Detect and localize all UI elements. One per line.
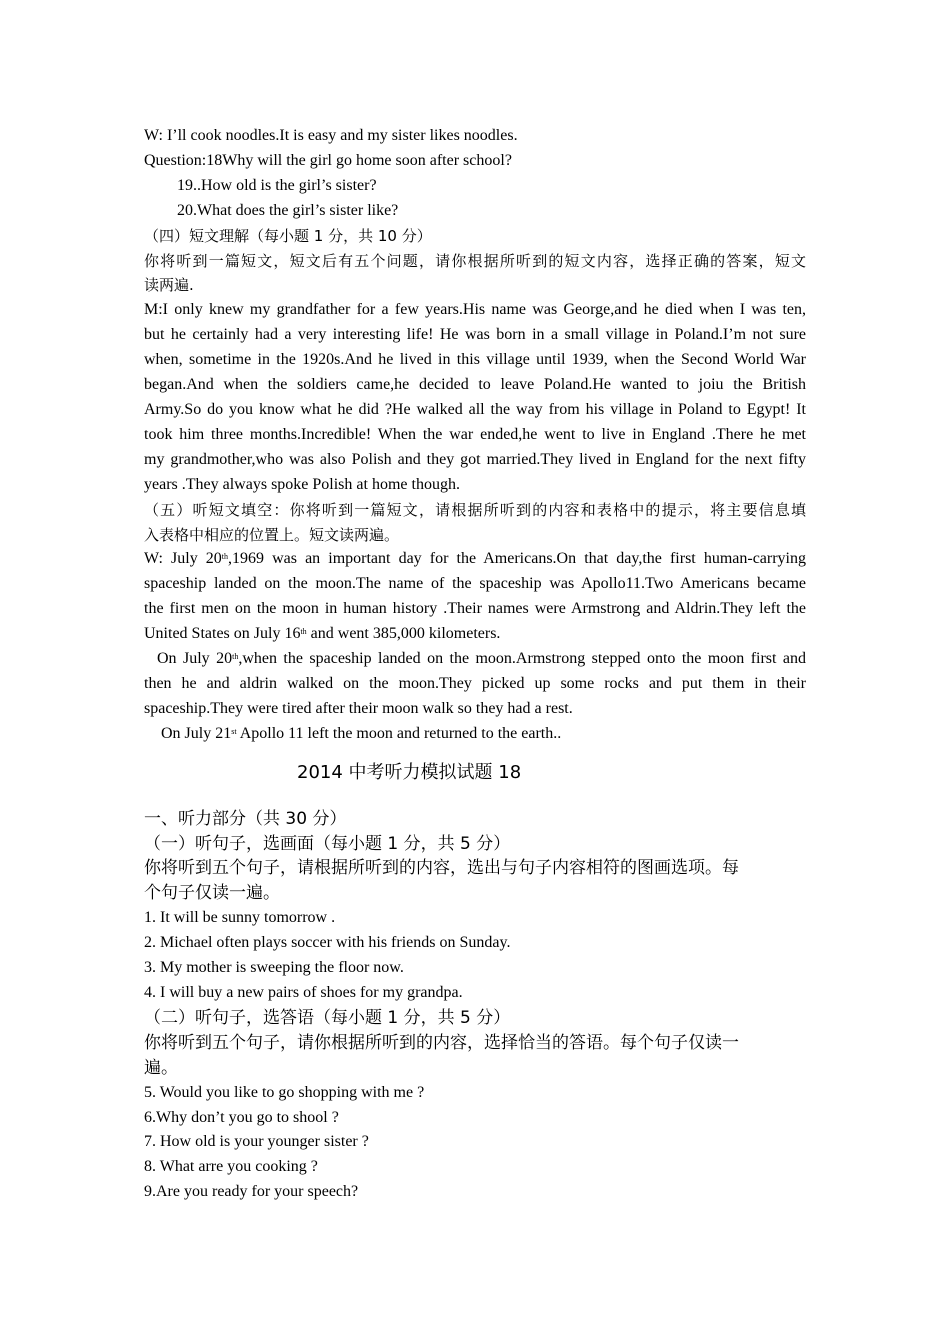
passage-text: ,when the spaceship landed on the moon.Armstrong stepped onto the moon first and bbox=[238, 650, 807, 668]
question-line: 3. My mother is sweeping the floor now. bbox=[144, 959, 404, 977]
passage-line: spaceship.They were tired after their moon walk so they had a rest. bbox=[144, 699, 573, 717]
section-instruction: 你将听到一篇短文，短文后有五个问题，请你根据所听到的短文内容，选择正确的答案，短文 bbox=[144, 251, 806, 270]
question-line: 6.Why don’t you go to shool ? bbox=[144, 1108, 339, 1126]
section-instruction: 遍。 bbox=[144, 1057, 178, 1078]
superscript: th bbox=[300, 627, 307, 637]
page-title: 2014 中考听力模拟试题 18 bbox=[297, 761, 522, 783]
part-heading: 一、听力部分（共 30 分） bbox=[144, 808, 347, 829]
superscript: th bbox=[221, 552, 229, 562]
passage-line bbox=[144, 622, 806, 647]
passage-text: Apollo 11 left the moon and returned to the earth.. bbox=[236, 724, 562, 742]
question-line: 4. I will buy a new pairs of shoes for my grandpa. bbox=[144, 984, 463, 1001]
dialogue-line: W: I’ll cook noodles.It is easy and my sister likes noodles. bbox=[144, 127, 518, 144]
passage-text: On July 20 bbox=[157, 650, 233, 668]
section-instruction: 你将听到五个句子，请根据所听到的内容，选出与句子内容相符的图画选项。每 bbox=[144, 858, 739, 879]
superscript: th bbox=[232, 652, 239, 662]
section-heading: （一）听句子，选画面（每小题 1 分，共 5 分） bbox=[144, 833, 511, 854]
question-line: 9.Are you ready for your speech? bbox=[144, 1183, 359, 1201]
passage-line: years .They always spoke Polish at home though. bbox=[144, 475, 460, 493]
passage-line: then he and aldrin walked on the moon.They picked up some rocks and put them in their bbox=[144, 674, 806, 692]
question-line: 20.What does the girl’s sister like? bbox=[177, 201, 399, 219]
passage-text: ,1969 was an important day for the Americans.On that day,the first human-carrying bbox=[228, 550, 807, 568]
passage-text: On July 21 bbox=[161, 724, 232, 742]
question-line: 19..How old is the girl’s sister? bbox=[177, 176, 377, 194]
section-heading: 入表格中相应的位置上。短文读两遍。 bbox=[144, 525, 400, 544]
passage-line: my grandmother,who was also Polish and they got married.They lived in England for the next fifty bbox=[144, 450, 806, 468]
question-line: 2. Michael often plays soccer with his friends on Sunday. bbox=[144, 934, 511, 952]
question-line: 1. It will be sunny tomorrow . bbox=[144, 909, 336, 927]
section-heading: （五）听短文填空：你将听到一篇短文，请根据所听到的内容和表格中的提示，将主要信息填 bbox=[144, 500, 806, 519]
passage-line: took him three months.Incredible! When the war ended,he went to live in England .There he met bbox=[144, 425, 806, 443]
section-instruction: 你将听到五个句子，请你根据所听到的内容，选择恰当的答语。每个句子仅读一 bbox=[144, 1032, 739, 1053]
question-line: 8. What arre you cooking ? bbox=[144, 1158, 318, 1176]
section-heading: （四）短文理解（每小题 1 分，共 10 分） bbox=[144, 226, 432, 245]
passage-line: spaceship landed on the moon.The name of the spaceship was Apollo11.Two Americans became bbox=[144, 575, 806, 593]
section-instruction: 读两遍. bbox=[144, 276, 194, 295]
passage-line: but he certainly had a very interesting life! He was born in a small village in Poland.I’m not sure bbox=[144, 326, 806, 344]
passage-line bbox=[144, 722, 806, 747]
passage-line: when, sometime in the 1920s.And he lived in this village until 1939, when the Second World War bbox=[144, 351, 806, 369]
superscript: st bbox=[231, 726, 237, 736]
question-line: 7. How old is your younger sister ? bbox=[144, 1133, 369, 1151]
passage-line: Army.So do you know what he did ?He walked all the way from his village in Poland to Egypt! It bbox=[144, 400, 806, 418]
passage-text: United States on July 16 bbox=[144, 625, 301, 643]
section-instruction: 个句子仅读一遍。 bbox=[144, 883, 280, 904]
passage-text: W: July 20 bbox=[144, 550, 222, 568]
passage-line bbox=[144, 647, 806, 672]
passage-text: and went 385,000 kilometers. bbox=[306, 625, 501, 643]
passage-line: began.And when the soldiers came,he decided to leave Poland.He wanted to joiu the British bbox=[144, 376, 806, 394]
passage-line: M:I only knew my grandfather for a few years.His name was George,and he died when I was ten, bbox=[144, 301, 806, 319]
passage-line bbox=[144, 547, 806, 572]
question-line: Question:18Why will the girl go home soon after school? bbox=[144, 151, 512, 169]
section-heading: （二）听句子，选答语（每小题 1 分，共 5 分） bbox=[144, 1007, 511, 1028]
passage-line: the first men on the moon in human history .Their names were Armstrong and Aldrin.They left the bbox=[144, 600, 806, 618]
question-line: 5. Would you like to go shopping with me ? bbox=[144, 1083, 425, 1101]
